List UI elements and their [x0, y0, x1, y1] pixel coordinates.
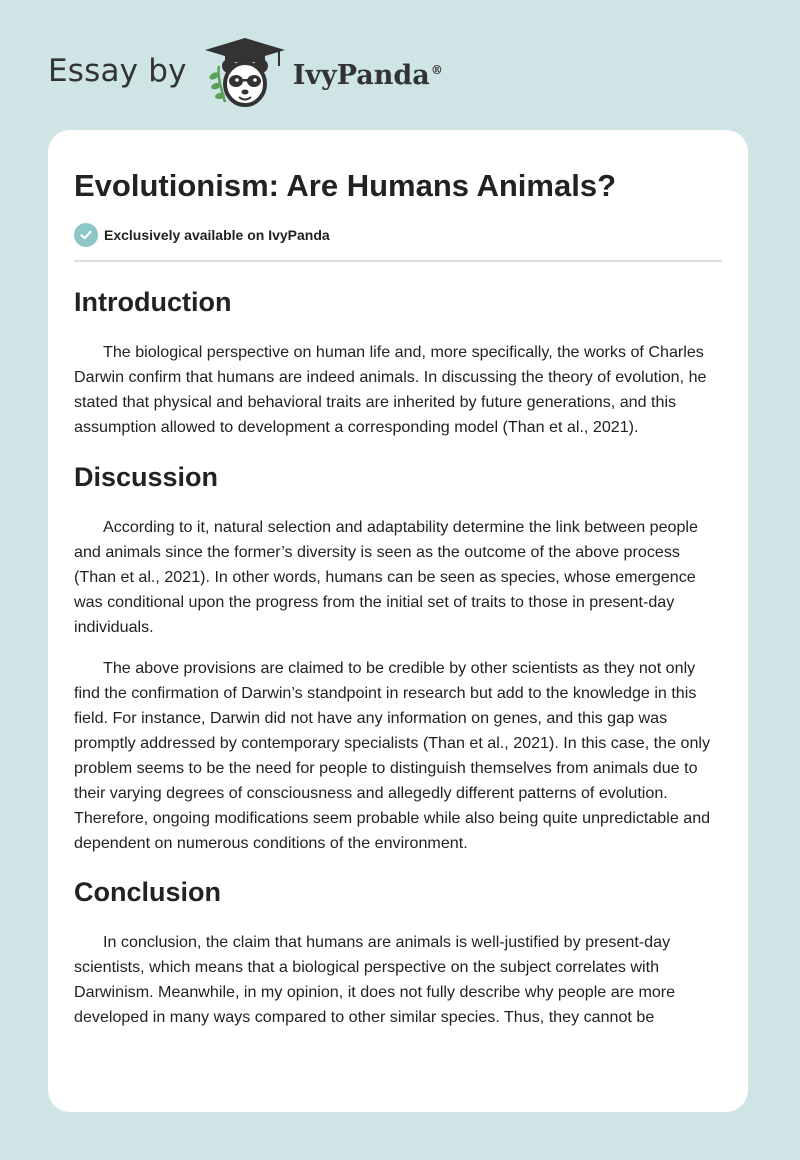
exclusive-badge: [74, 223, 722, 247]
section-introduction: [74, 284, 722, 440]
section-heading: Conclusion: [74, 877, 221, 907]
brand-prefix: Essay by: [48, 53, 187, 89]
check-icon: [74, 223, 98, 247]
brand-name: IvyPanda®: [292, 59, 443, 91]
section-heading: Discussion: [74, 462, 219, 492]
section-discussion: [74, 459, 722, 856]
panda-logo-icon: [203, 36, 287, 110]
exclusive-label: Exclusively available on IvyPanda: [104, 227, 330, 243]
paragraph: In conclusion, the claim that humans are animals is well-justified by present-day scientists, which means that a biological perspective on the subject correlates with Darwinism. Meanwhile, in my opinion, it does not fully describe why people are more developed in many ways compared to other similar species. Thus, they cannot be: [74, 933, 676, 1026]
essay-card: [48, 130, 748, 1112]
section-conclusion: [74, 874, 722, 1030]
title-divider: [74, 260, 722, 262]
section-heading: Introduction: [74, 287, 232, 317]
paragraph: The above provisions are claimed to be credible by other scientists as they not only find the confirmation of Darwin’s standpoint in research but add to the knowledge in this field. For instance, Darwin did not have any information on genes, and this gap was promptly addressed by contemporary specialists (Than et al., 2021). In this case, the only problem seems to be the need for people to distinguish themselves from animals due to their varying degrees of consciousness and allegedly different patterns of evolution. Therefore, ongoing modifications seem probable while also being quite unpredictable and dependent on numerous conditions of the environment.: [74, 659, 711, 852]
paragraph: The biological perspective on human life and, more specifically, the works of Charles Darwin confirm that humans are indeed animals. In discussing the theory of evolution, he stated that physical and behavioral traits are inherited by future generations, and this assumption allowed to development a corresponding model (Than et al., 2021).: [74, 343, 707, 436]
essay-title: Evolutionism: Are Humans Animals?: [74, 168, 617, 203]
paragraph: According to it, natural selection and adaptability determine the link between people and animals since the former’s diversity is seen as the outcome of the above process (Than et al., 2021). In other words, humans can be seen as species, whose emergence was conditional upon the progress from the initial set of traits to those in present-day individuals.: [74, 518, 698, 636]
site-brand[interactable]: [48, 36, 443, 110]
